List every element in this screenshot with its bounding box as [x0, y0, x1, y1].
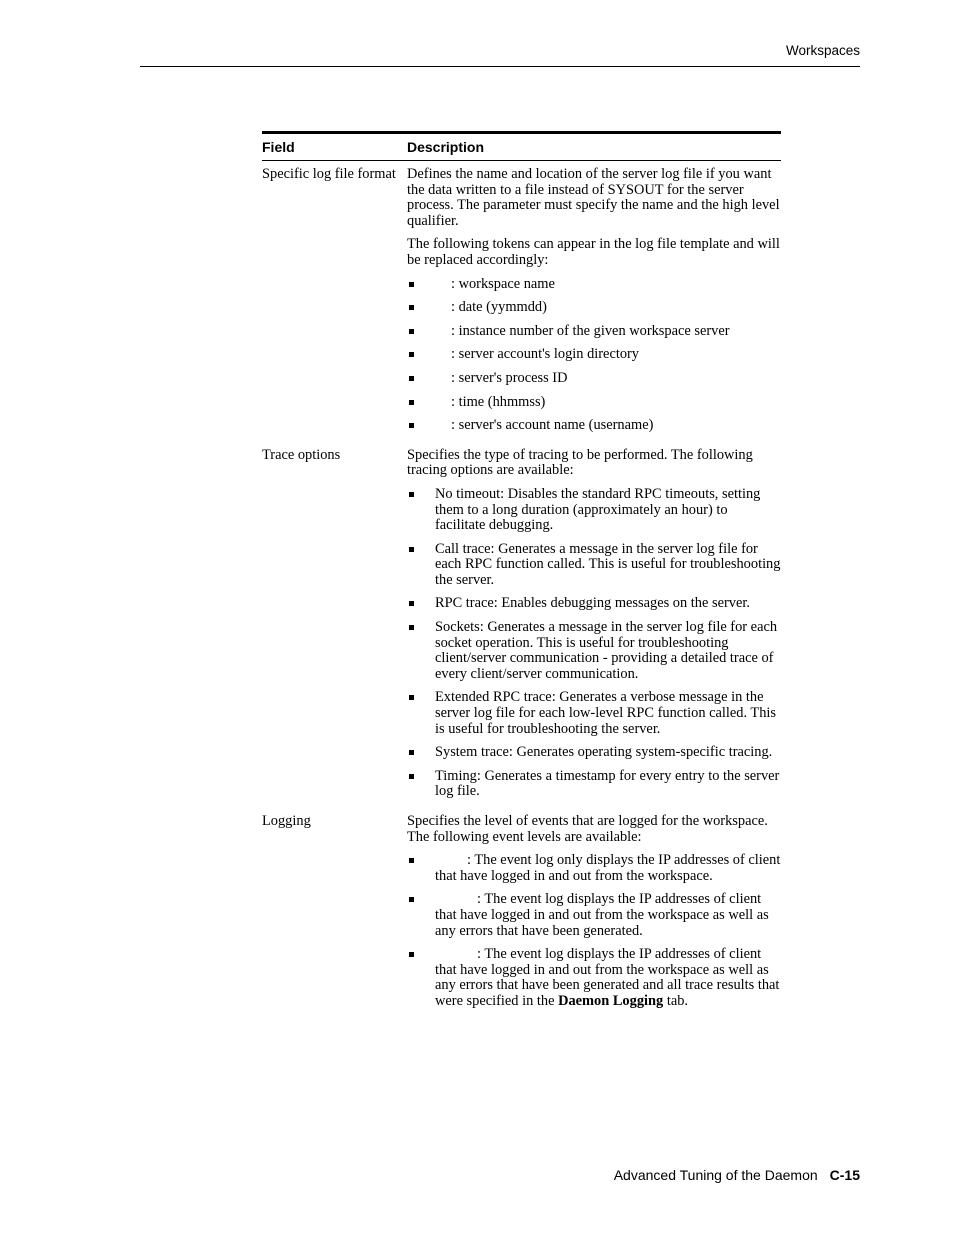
bullet-icon — [409, 858, 414, 863]
page-number: C-15 — [829, 1167, 860, 1183]
table-row-logging — [262, 808, 781, 1018]
list-item-text: : server's account name (username) — [451, 417, 654, 434]
list-item — [407, 769, 781, 800]
list-item-text: Sockets: Generates a message in the server log file for each socket operation. This is useful for troubleshooting client/server communication - providing a detailed trace of every client/server communication. — [435, 619, 778, 682]
running-header: Workspaces — [785, 43, 860, 58]
bullet-icon — [409, 601, 414, 606]
list-item — [407, 418, 781, 434]
column-header-field: Field — [262, 139, 295, 155]
bullet-icon — [409, 492, 414, 497]
field-description — [407, 448, 781, 808]
bullet-icon — [409, 352, 414, 357]
list-item-text: RPC trace: Enables debugging messages on the server. — [435, 595, 750, 612]
description-paragraph: Specifies the type of tracing to be performed. The following tracing options are available: — [407, 446, 753, 479]
list-item-text: : date (yymmdd) — [451, 299, 547, 316]
bullet-icon — [409, 952, 414, 957]
list-item — [407, 487, 781, 534]
list-item-text: : The event log displays the IP addresses of client that have logged in and out from the workspace as well as any errors that have been generated. — [435, 891, 769, 939]
description-paragraph: Defines the name and location of the server log file if you want the data written to a file instead of SYSOUT for the server process. The parameter must specify the name and the high level qualifier. — [407, 166, 780, 229]
list-item — [407, 542, 781, 589]
list-item-text: : instance number of the given workspace server — [451, 322, 730, 339]
list-item — [407, 620, 781, 682]
field-description-table — [262, 131, 781, 1018]
column-header-description: Description — [407, 139, 485, 155]
bullet-icon — [409, 750, 414, 755]
description-paragraph: Specifies the level of events that are logged for the workspace. The following event levels are available: — [407, 813, 768, 845]
event-levels-list — [407, 853, 781, 1009]
field-name: Specific log file format — [262, 166, 396, 182]
field-description — [407, 167, 781, 442]
header-rule — [140, 66, 860, 67]
list-item-text: : The event log displays the IP addresses of client that have logged in and out from the workspace as well as any errors that have been generated and all trace results that were specified in the — [435, 946, 780, 1009]
bullet-icon — [409, 625, 414, 630]
list-item-text: Extended RPC trace: Generates a verbose message in the server log file for each low-level RPC function called. This is useful for troubleshooting the server. — [435, 689, 777, 737]
list-item — [407, 853, 781, 884]
bullet-icon — [409, 329, 414, 334]
list-item — [407, 371, 781, 387]
list-item — [407, 347, 781, 363]
list-item-text: : server account's login directory — [451, 346, 640, 363]
bullet-icon — [409, 897, 414, 902]
field-name: Trace options — [262, 446, 341, 463]
list-item-text: : server's process ID — [451, 369, 568, 386]
field-description — [407, 814, 781, 1018]
token-list — [407, 277, 781, 434]
list-item-text: System trace: Generates operating system-specific tracing. — [435, 744, 773, 761]
tracing-options-list — [407, 487, 781, 800]
bullet-icon — [409, 282, 414, 287]
list-item-text: : workspace name — [451, 275, 555, 292]
footer-chapter-title: Advanced Tuning of the Daemon — [613, 1167, 818, 1183]
list-item-text: : time (hhmmss) — [451, 393, 546, 410]
bullet-icon — [409, 400, 414, 405]
description-paragraph: The following tokens can appear in the log file template and will be replaced accordingly: — [407, 236, 780, 268]
list-item-text: Timing: Generates a timestamp for every entry to the server log file. — [435, 767, 780, 800]
table-header — [262, 134, 781, 161]
list-item — [407, 892, 781, 939]
bullet-icon — [409, 695, 414, 700]
bullet-icon — [409, 376, 414, 381]
list-item — [407, 596, 781, 612]
list-item — [407, 947, 781, 1009]
bullet-icon — [409, 423, 414, 428]
daemon-logging-tab-name: Daemon Logging — [558, 992, 664, 1009]
bullet-icon — [409, 547, 414, 552]
page-footer — [614, 1167, 860, 1183]
bullet-icon — [409, 774, 414, 779]
list-item — [407, 300, 781, 316]
bullet-icon — [409, 305, 414, 310]
table-row-trace-options — [262, 442, 781, 808]
list-item-tail: tab. — [663, 992, 688, 1009]
list-item — [407, 745, 781, 761]
list-item-text: No timeout: Disables the standard RPC timeouts, setting them to a long duration (approximately an hour) to facilitate debugging. — [435, 485, 761, 534]
list-item-text: Call trace: Generates a message in the server log file for each RPC function called. This is useful for troubleshooting the server. — [435, 540, 781, 588]
list-item — [407, 324, 781, 340]
list-item — [407, 690, 781, 737]
table-row-specific-log-file-format — [262, 161, 781, 442]
field-name: Logging — [262, 813, 311, 829]
list-item — [407, 395, 781, 411]
list-item — [407, 277, 781, 293]
list-item-text: : The event log only displays the IP addresses of client that have logged in and out from the workspace. — [435, 852, 781, 884]
